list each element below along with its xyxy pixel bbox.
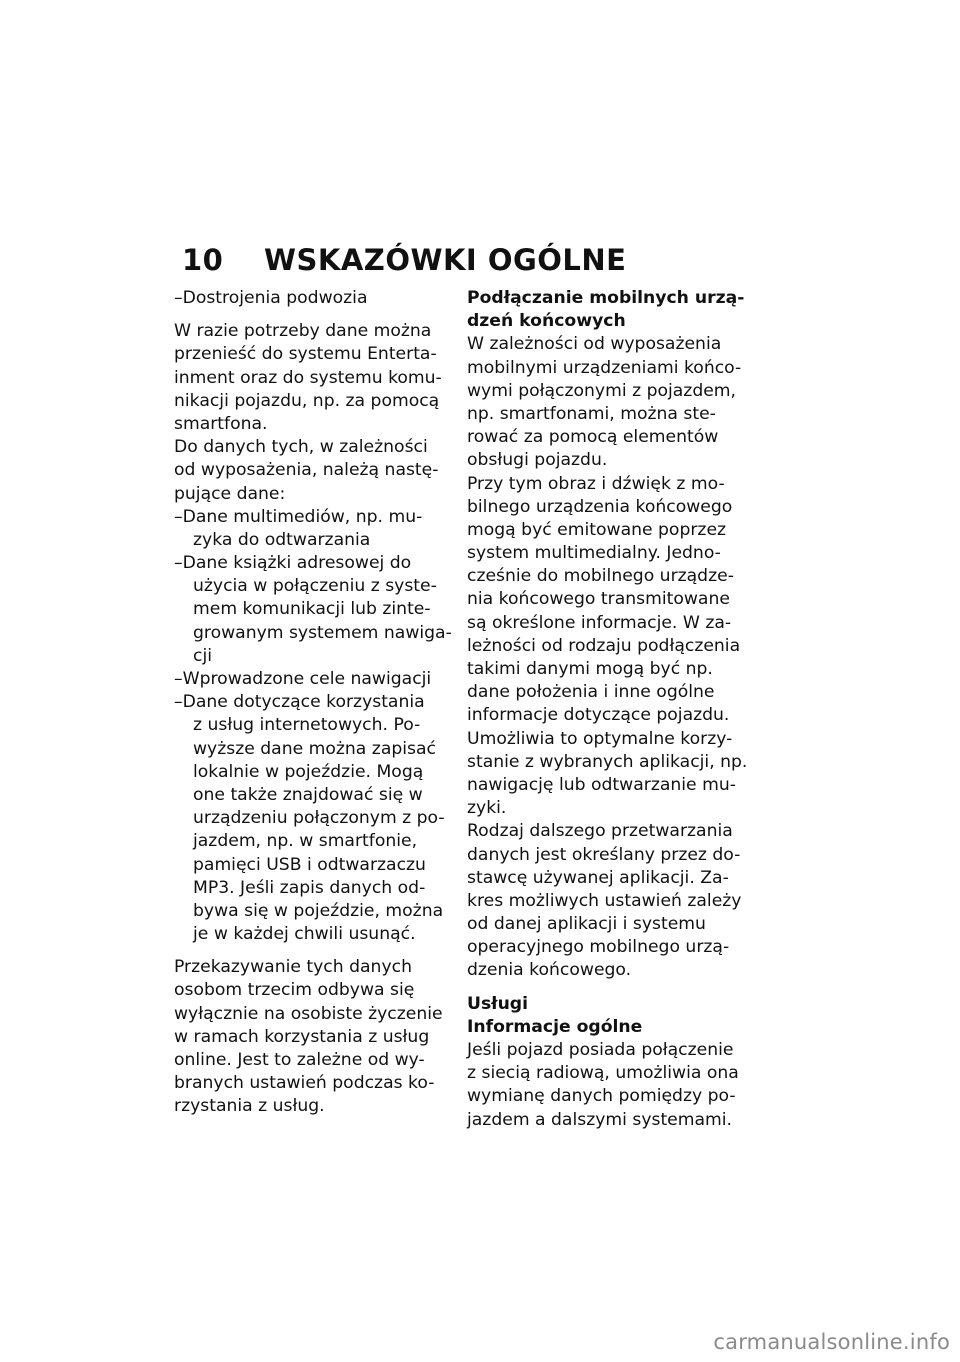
list-item: –Dane multimediów, np. mu- zyka do odtwarzania	[174, 506, 423, 550]
left-paragraph-1: W razie potrzeby dane można przenieść do systemu Enterta- inment oraz do systemu komu- nikacji pojazdu, np. za pomocą smartfona. Do danych tych, w zależności od wyposażenia, należą nastę- pujące dane:	[174, 321, 442, 504]
left-column	[174, 287, 452, 1119]
bullet-list	[174, 506, 452, 947]
list-item: –Dane dotyczące korzystania z usług internetowych. Po- wyższe dane można zapisać lokalnie w pojeździe. Mogą one także znajdować się w urządzeniu połączonym z po- jazdem, np. w smartfonie, pamięci USB i odtwarzaczu MP3. Jeśli zapis danych od- bywa się w pojeździe, można je w każdej chwili usunąć.	[174, 692, 445, 945]
right-column	[467, 287, 748, 1132]
watermark: carmanualsonline.info	[713, 1330, 950, 1354]
page-number: 10	[182, 243, 224, 277]
page-header	[182, 243, 627, 277]
intro-bullet: –Dostrojenia podwozia	[174, 288, 368, 308]
left-paragraph-2: Przekazywanie tych danych osobom trzecim odbywa się wyłącznie na osobiste życzenie w ramach korzystania z usług online. Jest to zależne od wy- branych ustawień podczas ko- rzystania z usług.	[174, 957, 443, 1117]
list-item: –Dane książki adresowej do użycia w połączeniu z syste- mem komunikacji lub zinte- growanym systemem nawiga- cji	[174, 553, 452, 666]
section-heading-services: Usługi	[467, 993, 528, 1014]
chapter-title: WSKAZÓWKI OGÓLNE	[264, 243, 627, 277]
section-heading-mobile-devices: Podłączanie mobilnych urzą- dzeń końcowych	[467, 288, 745, 332]
subheading-general-info: Informacje ogólne	[467, 1016, 643, 1037]
list-item: –Wprowadzone cele nawigacji	[174, 669, 432, 689]
right-paragraph-1: W zależności od wyposażenia mobilnymi urządzeniami końco- wymi połączonymi z pojazdem, np. smartfonami, można ste- rować za pomocą elementów obsługi pojazdu. Przy tym obraz i dźwięk z mo- bilnego urządzenia końcowego mogą być emitowane poprzez system multimedialny. Jedno- cześnie do mobilnego urządze- nia końcowego transmitowane są określone informacje. W za- leżności od rodzaju podłączenia takimi danymi mogą być np. dane położenia i inne ogólne informacje dotyczące pojazdu. Umożliwia to optymalne korzy- stanie z wybranych aplikacji, np. nawigację lub odtwarzanie mu- zyki. Rodzaj dalszego przetwarzania danych jest określany przez do- stawcę używanej aplikacji. Za- kres możliwych ustawień zależy od danej aplikacji i systemu operacyjnego mobilnego urzą- dzenia końcowego.	[467, 334, 748, 981]
right-paragraph-2: Jeśli pojazd posiada połączenie z siecią radiową, umożliwia ona wymianę danych pomiędzy po- jazdem a dalszymi systemami.	[467, 1040, 739, 1130]
